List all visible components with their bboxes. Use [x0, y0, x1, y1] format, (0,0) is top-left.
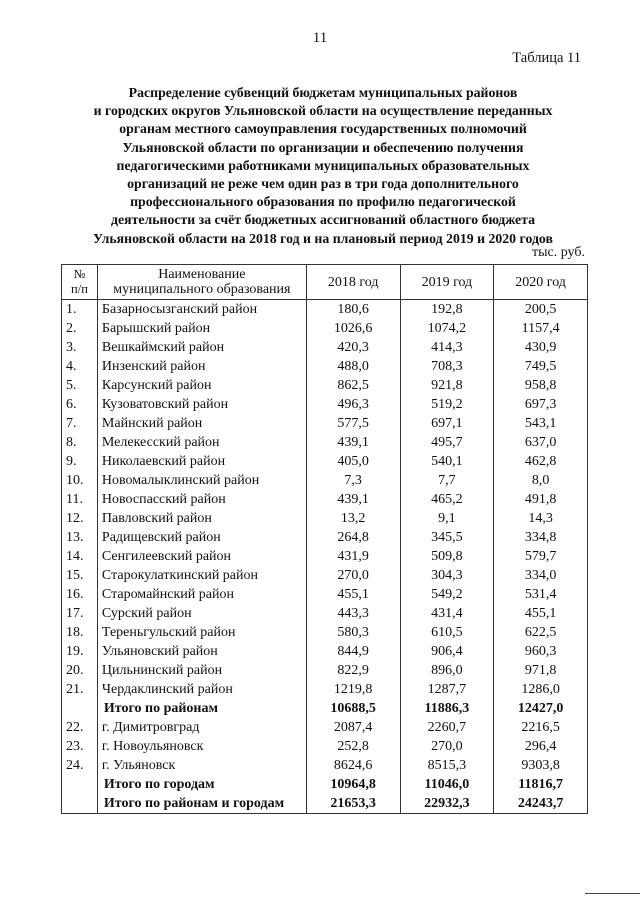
header-name-line: муниципального образования	[113, 282, 291, 297]
title-line: и городских округов Ульяновской области на осуществление переданных	[93, 103, 553, 119]
municipality-name: Сурский район	[97, 604, 306, 623]
row-number: 22.	[62, 718, 98, 737]
value-2019: 304,3	[400, 566, 494, 585]
table-row	[62, 376, 588, 395]
title-line: организаций не реже чем один раз в три года дополнительного	[127, 176, 519, 192]
row-number: 21.	[62, 680, 98, 699]
value-2019: 414,3	[400, 338, 494, 357]
municipality-name: Кузоватовский район	[97, 395, 306, 414]
value-2019: 8515,3	[400, 756, 494, 775]
table-total-row	[62, 794, 588, 814]
row-number: 11.	[62, 490, 98, 509]
table-row	[62, 452, 588, 471]
row-number: 1.	[62, 300, 98, 320]
value-2019: 11046,0	[400, 775, 494, 794]
table-row	[62, 623, 588, 642]
value-2020: 8,0	[494, 471, 588, 490]
municipality-name: Павловский район	[97, 509, 306, 528]
value-2018: 13,2	[306, 509, 400, 528]
value-2018: 455,1	[306, 585, 400, 604]
value-2019: 549,2	[400, 585, 494, 604]
table-row	[62, 338, 588, 357]
value-2020: 14,3	[494, 509, 588, 528]
table-row	[62, 528, 588, 547]
row-number: 20.	[62, 661, 98, 680]
value-2019: 7,7	[400, 471, 494, 490]
value-2018: 443,3	[306, 604, 400, 623]
table-row	[62, 585, 588, 604]
value-2019: 431,4	[400, 604, 494, 623]
value-2018: 580,3	[306, 623, 400, 642]
value-2019: 1074,2	[400, 319, 494, 338]
header-2018: 2018 год	[306, 265, 400, 300]
value-2019: 9,1	[400, 509, 494, 528]
row-number	[62, 775, 98, 794]
row-number: 23.	[62, 737, 98, 756]
value-2019: 540,1	[400, 452, 494, 471]
municipality-name: Ульяновский район	[97, 642, 306, 661]
table-row	[62, 471, 588, 490]
title-line: деятельности за счёт бюджетных ассигнований областного бюджета	[111, 212, 535, 228]
page-number: 11	[312, 30, 328, 46]
municipality-name: Новомалыклинский район	[97, 471, 306, 490]
row-number: 5.	[62, 376, 98, 395]
row-number	[62, 794, 98, 814]
municipality-name: Карсунский район	[97, 376, 306, 395]
value-2018: 439,1	[306, 433, 400, 452]
value-2020: 11816,7	[494, 775, 588, 794]
value-2020: 12427,0	[494, 699, 588, 718]
value-2018: 1026,6	[306, 319, 400, 338]
value-2019: 22932,3	[400, 794, 494, 814]
value-2018: 844,9	[306, 642, 400, 661]
title-line: педагогическими работниками муниципальных образовательных	[116, 157, 530, 173]
header-2019: 2019 год	[400, 265, 494, 300]
row-number: 6.	[62, 395, 98, 414]
table-row	[62, 566, 588, 585]
municipality-name: Радищевский район	[97, 528, 306, 547]
municipality-name: Николаевский район	[97, 452, 306, 471]
municipality-name: Базарносызганский район	[97, 300, 306, 320]
municipality-name: Старокулаткинский район	[97, 566, 306, 585]
table-row	[62, 433, 588, 452]
value-2019: 610,5	[400, 623, 494, 642]
title-line: Ульяновской области на 2018 год и на плановый период 2019 и 2020 годов	[93, 230, 553, 246]
municipality-name: Старомайнский район	[97, 585, 306, 604]
value-2020: 334,8	[494, 528, 588, 547]
row-number: 19.	[62, 642, 98, 661]
value-2019: 1287,7	[400, 680, 494, 699]
table-total-row	[62, 699, 588, 718]
value-2020: 579,7	[494, 547, 588, 566]
value-2020: 1157,4	[494, 319, 588, 338]
table-row	[62, 737, 588, 756]
municipality-name: Новоспасский район	[97, 490, 306, 509]
value-2020: 1286,0	[494, 680, 588, 699]
row-number: 16.	[62, 585, 98, 604]
value-2020: 334,0	[494, 566, 588, 585]
municipality-name: Цильнинский район	[97, 661, 306, 680]
municipality-name: Сенгилеевский район	[97, 547, 306, 566]
header-number	[62, 265, 98, 300]
table-row	[62, 490, 588, 509]
value-2018: 180,6	[306, 300, 400, 320]
municipality-name: Барышский район	[97, 319, 306, 338]
value-2019: 270,0	[400, 737, 494, 756]
value-2020: 24243,7	[494, 794, 588, 814]
header-number-line: №	[73, 267, 86, 281]
value-2019: 519,2	[400, 395, 494, 414]
municipality-name: Мелекесский район	[97, 433, 306, 452]
value-2020: 749,5	[494, 357, 588, 376]
row-number: 18.	[62, 623, 98, 642]
table-row	[62, 642, 588, 661]
value-2018: 10688,5	[306, 699, 400, 718]
header-name-line: Наименование	[158, 267, 246, 282]
table-row	[62, 680, 588, 699]
row-number: 7.	[62, 414, 98, 433]
value-2019: 495,7	[400, 433, 494, 452]
municipality-name: Тереньгульский район	[97, 623, 306, 642]
value-2018: 405,0	[306, 452, 400, 471]
row-number: 17.	[62, 604, 98, 623]
title-line: органам местного самоуправления государственных полномочий	[119, 121, 527, 137]
value-2019: 465,2	[400, 490, 494, 509]
table-row	[62, 718, 588, 737]
value-2018: 496,3	[306, 395, 400, 414]
table-row	[62, 395, 588, 414]
municipality-name: Итого по районам	[97, 699, 306, 718]
value-2019: 896,0	[400, 661, 494, 680]
table-row	[62, 547, 588, 566]
municipality-name: г. Димитровград	[97, 718, 306, 737]
table-row	[62, 357, 588, 376]
value-2020: 958,8	[494, 376, 588, 395]
row-number: 12.	[62, 509, 98, 528]
page-edge-mark	[585, 893, 640, 894]
table-row	[62, 756, 588, 775]
value-2019: 697,1	[400, 414, 494, 433]
row-number: 10.	[62, 471, 98, 490]
value-2018: 862,5	[306, 376, 400, 395]
value-2019: 192,8	[400, 300, 494, 320]
value-2020: 531,4	[494, 585, 588, 604]
value-2018: 8624,6	[306, 756, 400, 775]
value-2020: 296,4	[494, 737, 588, 756]
value-2018: 488,0	[306, 357, 400, 376]
municipality-name: г. Новоульяновск	[97, 737, 306, 756]
units-label: тыс. руб.	[532, 245, 585, 260]
header-name	[97, 265, 306, 300]
table-total-row	[62, 775, 588, 794]
value-2020: 9303,8	[494, 756, 588, 775]
municipality-name: Итого по районам и городам	[97, 794, 306, 814]
document-title	[58, 84, 588, 248]
row-number: 8.	[62, 433, 98, 452]
value-2020: 971,8	[494, 661, 588, 680]
value-2019: 345,5	[400, 528, 494, 547]
value-2018: 577,5	[306, 414, 400, 433]
table-header-row	[62, 265, 588, 300]
value-2020: 455,1	[494, 604, 588, 623]
value-2018: 21653,3	[306, 794, 400, 814]
value-2020: 543,1	[494, 414, 588, 433]
title-line: профессионального образования по профилю педагогической	[130, 194, 516, 210]
value-2019: 708,3	[400, 357, 494, 376]
table-label: Таблица 11	[512, 50, 581, 66]
row-number: 9.	[62, 452, 98, 471]
municipality-name: Майнский район	[97, 414, 306, 433]
value-2020: 2216,5	[494, 718, 588, 737]
value-2020: 491,8	[494, 490, 588, 509]
value-2018: 252,8	[306, 737, 400, 756]
municipality-name: Чердаклинский район	[97, 680, 306, 699]
table-row	[62, 319, 588, 338]
table-row	[62, 661, 588, 680]
row-number: 15.	[62, 566, 98, 585]
value-2020: 200,5	[494, 300, 588, 320]
value-2018: 439,1	[306, 490, 400, 509]
value-2018: 2087,4	[306, 718, 400, 737]
value-2018: 1219,8	[306, 680, 400, 699]
row-number: 3.	[62, 338, 98, 357]
value-2018: 822,9	[306, 661, 400, 680]
row-number: 14.	[62, 547, 98, 566]
municipality-name: г. Ульяновск	[97, 756, 306, 775]
value-2019: 921,8	[400, 376, 494, 395]
value-2020: 430,9	[494, 338, 588, 357]
row-number: 4.	[62, 357, 98, 376]
row-number: 13.	[62, 528, 98, 547]
municipality-name: Итого по городам	[97, 775, 306, 794]
municipality-name: Инзенский район	[97, 357, 306, 376]
table-row	[62, 604, 588, 623]
value-2019: 11886,3	[400, 699, 494, 718]
row-number	[62, 699, 98, 718]
municipality-name: Вешкаймский район	[97, 338, 306, 357]
value-2020: 960,3	[494, 642, 588, 661]
value-2019: 906,4	[400, 642, 494, 661]
header-2020: 2020 год	[494, 265, 588, 300]
value-2020: 637,0	[494, 433, 588, 452]
table-row	[62, 300, 588, 320]
value-2018: 10964,8	[306, 775, 400, 794]
value-2018: 431,9	[306, 547, 400, 566]
row-number: 24.	[62, 756, 98, 775]
value-2018: 420,3	[306, 338, 400, 357]
header-number-line: п/п	[71, 282, 88, 296]
subventions-table	[61, 264, 588, 814]
value-2019: 509,8	[400, 547, 494, 566]
table-body	[62, 300, 588, 814]
value-2020: 462,8	[494, 452, 588, 471]
row-number: 2.	[62, 319, 98, 338]
table-row	[62, 509, 588, 528]
title-line: Распределение субвенций бюджетам муниципальных районов	[128, 85, 518, 100]
value-2018: 264,8	[306, 528, 400, 547]
value-2019: 2260,7	[400, 718, 494, 737]
title-line: Ульяновской области по организации и обеспечению получения	[122, 139, 524, 155]
table-row	[62, 414, 588, 433]
value-2020: 697,3	[494, 395, 588, 414]
value-2020: 622,5	[494, 623, 588, 642]
value-2018: 7,3	[306, 471, 400, 490]
value-2018: 270,0	[306, 566, 400, 585]
